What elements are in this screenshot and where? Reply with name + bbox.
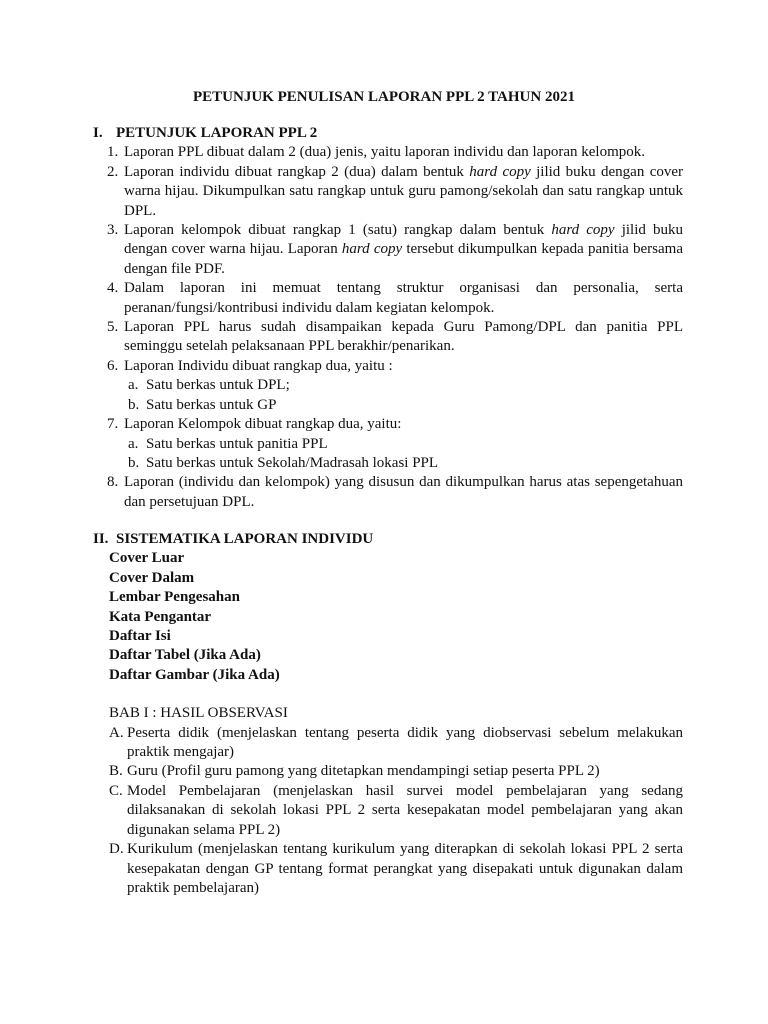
item-number: 7. [107,416,119,433]
chapter-title: BAB I : HASIL OBSERVASI [109,705,288,722]
section-number: II. [93,531,109,547]
item-text: Kurikulum (menjelaskan tentang kurikulum yang diterapkan di sekolah lokasi PPL 2 serta kesepakatan dengan GP tentang format perangkat yang disepakati untuk digunakan dalam praktik pembelajaran) [127,841,683,896]
item-number: 6. [107,357,119,374]
sub-item-text: Satu berkas untuk Sekolah/Madrasah lokasi PPL [146,454,439,471]
chapter-item [93,782,683,840]
page-title: PETUNJUK PENULISAN LAPORAN PPL 2 TAHUN 2021 [193,89,575,105]
sub-item-text: Satu berkas untuk GP [146,396,277,413]
sub-list-item [93,396,683,415]
item-number: 4. [107,280,119,297]
sub-list-item [93,454,683,473]
item-letter: C. [109,782,123,799]
item-number: 5. [107,319,119,336]
item-number: 1. [107,144,119,161]
text-run: Laporan kelompok dibuat rangkap 1 (satu) rangkap dalam bentuk [124,222,552,239]
italic-term: hard copy [469,163,531,180]
sub-item-letter: a. [128,377,139,394]
section-heading [93,530,683,549]
item-letter: D. [109,841,124,858]
list-item [93,357,683,376]
item-text: Guru (Profil guru pamong yang ditetapkan mendampingi setiap peserta PPL 2) [127,763,600,780]
chapter-item [93,840,683,898]
item-text [124,221,683,279]
report-part: Daftar Gambar (Jika Ada) [109,666,280,683]
section-sistematika [93,530,683,898]
italic-term: hard copy [551,222,615,239]
sub-item-text: Satu berkas untuk panitia PPL [146,435,328,452]
report-part: Daftar Tabel (Jika Ada) [109,647,261,664]
sub-list-item [93,435,683,454]
list-item [93,318,683,357]
item-letter: A. [109,724,124,741]
report-part: Lembar Pengesahan [109,589,240,606]
section-number: I. [93,125,103,141]
item-text: Model Pembelajaran (menjelaskan hasil survei model pembelajaran yang sedang dilaksanakan di sekolah lokasi PPL 2 serta kesepakatan model pembelajaran yang akan digunakan selama PPL 2) [127,782,683,838]
chapter-item [93,762,683,781]
item-text: Laporan PPL dibuat dalam 2 (dua) jenis, yaitu laporan individu dan laporan kelompok. [124,144,645,161]
list-item [93,163,683,221]
report-part: Daftar Isi [109,628,171,645]
item-number: 3. [107,222,119,239]
report-parts-list [93,549,683,685]
report-part: Kata Pengantar [109,608,212,625]
item-text: Laporan Individu dibuat rangkap dua, yaitu : [124,357,393,374]
item-text: Laporan Kelompok dibuat rangkap dua, yaitu: [124,416,402,433]
item-letter: B. [109,763,123,780]
text-run: jilid buku dengan cover warna hijau. Dikumpulkan satu rangkap untuk guru pamong/sekolah dan satu rangkap untuk DPL. [124,163,684,219]
item-text: Laporan (individu dan kelompok) yang disusun dan dikumpulkan harus atas sepengetahuan dan persetujuan DPL. [124,474,683,510]
section-title: SISTEMATIKA LAPORAN INDIVIDU [116,531,374,547]
report-part: Cover Dalam [109,569,195,586]
item-text [124,163,683,221]
item-text: Peserta didik (menjelaskan tentang peserta didik yang diobservasi sebelum melakukan praktik mengajar) [127,724,683,761]
text-run: tersebut dikumpulkan kepada panitia bersama dengan file PDF. [124,241,683,277]
item-text: Laporan PPL harus sudah disampaikan kepada Guru Pamong/DPL dan panitia PPL seminggu setelah pelaksanaan PPL berakhir/penarikan. [124,319,683,355]
section-title: PETUNJUK LAPORAN PPL 2 [116,125,318,141]
list-item [93,221,683,279]
list-item [93,473,683,512]
sub-list-item [93,376,683,395]
italic-term: hard copy [341,241,403,258]
sub-item-letter: b. [128,454,140,471]
section-petunjuk [93,124,683,512]
sub-item-letter: b. [128,396,140,413]
sub-item-text: Satu berkas untuk DPL; [146,377,290,394]
text-run: Laporan individu dibuat rangkap 2 (dua) dalam bentuk [124,163,470,180]
report-part: Cover Luar [109,550,185,567]
list-item [93,279,683,318]
item-text: Dalam laporan ini memuat tentang struktur organisasi dan personalia, serta peranan/fungsi/kontribusi individu dalam kegiatan kelompok. [124,280,683,316]
section-heading [93,124,683,143]
item-number: 2. [107,163,119,180]
sub-item-letter: a. [128,435,139,452]
item-number: 8. [107,474,119,491]
text-run: jilid buku dengan cover warna hijau. Laporan [124,222,683,258]
list-item [93,415,683,434]
chapter-item [93,724,683,763]
list-item [93,143,683,162]
